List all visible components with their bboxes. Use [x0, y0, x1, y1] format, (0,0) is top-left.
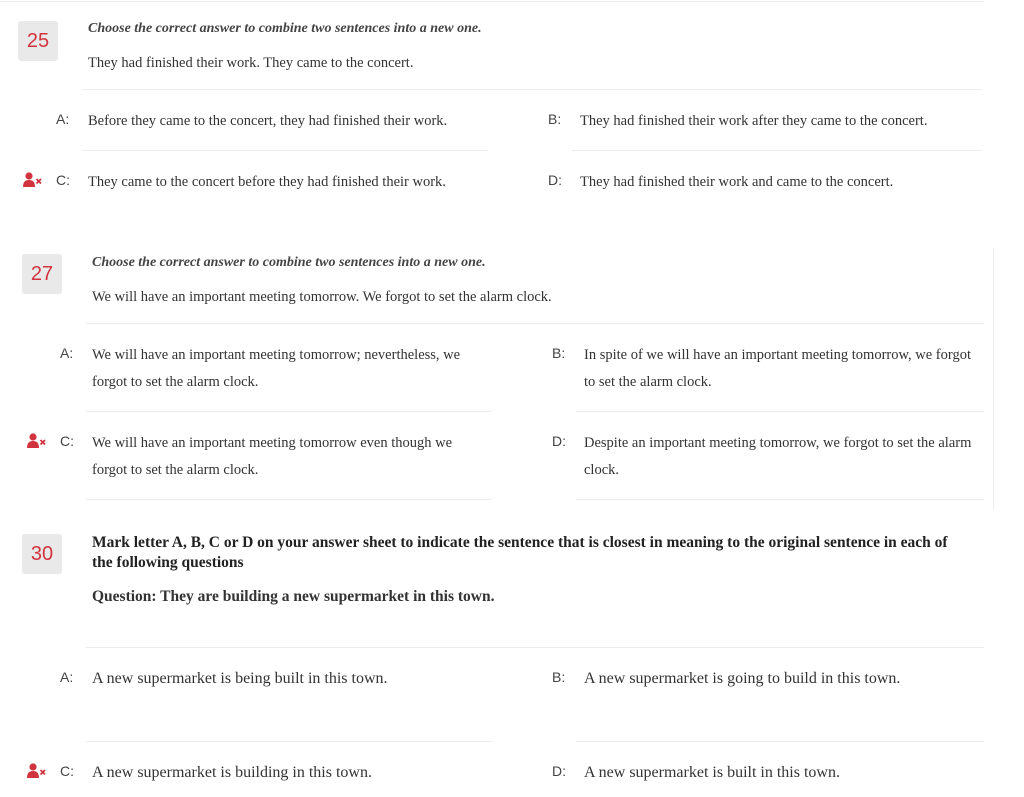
right-border: [993, 248, 994, 510]
divider: [576, 499, 984, 500]
question-stem: Question: They are building a new supermarket in this town.: [92, 588, 495, 605]
option-d[interactable]: A new supermarket is built in this town.: [584, 764, 840, 781]
option-a-letter[interactable]: A:: [60, 669, 74, 685]
option-d-letter[interactable]: D:: [552, 433, 566, 449]
divider: [572, 150, 982, 151]
divider: [86, 323, 984, 324]
option-a-letter[interactable]: A:: [60, 345, 74, 361]
top-divider: [0, 1, 984, 2]
question-stem: They had finished their work. They came to the concert.: [88, 55, 414, 71]
option-d[interactable]: They had finished their work and came to the concert.: [580, 174, 894, 190]
option-c-letter[interactable]: C:: [60, 763, 74, 779]
option-b-letter[interactable]: B:: [548, 111, 562, 127]
divider: [576, 741, 984, 742]
divider: [576, 411, 984, 412]
option-c[interactable]: They came to the concert before they had finished their work.: [88, 174, 446, 190]
divider: [82, 89, 982, 90]
question-stem: We will have an important meeting tomorrow. We forgot to set the alarm clock.: [92, 289, 552, 305]
divider: [86, 741, 492, 742]
option-c-letter[interactable]: C:: [56, 172, 70, 188]
option-d-letter[interactable]: D:: [548, 172, 562, 188]
option-a[interactable]: A new supermarket is being built in this town.: [92, 670, 388, 687]
question-number: 30: [22, 534, 62, 574]
divider: [82, 150, 488, 151]
option-a-letter[interactable]: A:: [56, 111, 70, 127]
question-instruction: Mark letter A, B, C or D on your answer sheet to indicate the sentence that is closest in meaning to the original sentence in each of the following questions: [92, 534, 948, 571]
option-c[interactable]: A new supermarket is building in this town.: [92, 764, 372, 781]
option-d-letter[interactable]: D:: [552, 763, 566, 779]
option-d[interactable]: Despite an important meeting tomorrow, we forgot to set the alarm clock.: [584, 435, 972, 478]
question-number: 27: [22, 254, 62, 294]
user-x-icon: [23, 172, 43, 188]
user-x-icon: [27, 433, 47, 449]
option-b-letter[interactable]: B:: [552, 345, 566, 361]
user-x-icon: [27, 763, 47, 779]
option-a[interactable]: We will have an important meeting tomorrow; nevertheless, we forgot to set the alarm clock.: [92, 347, 461, 390]
question-instruction: Choose the correct answer to combine two sentences into a new one.: [92, 255, 486, 270]
option-c-letter[interactable]: C:: [60, 433, 74, 449]
question-instruction: Choose the correct answer to combine two sentences into a new one.: [88, 21, 482, 36]
divider: [86, 647, 984, 648]
question-number: 25: [18, 21, 58, 61]
option-b[interactable]: They had finished their work after they came to the concert.: [580, 113, 928, 129]
option-c[interactable]: We will have an important meeting tomorrow even though we forgot to set the alarm clock.: [92, 435, 453, 478]
divider: [86, 411, 492, 412]
divider: [86, 499, 492, 500]
option-b[interactable]: In spite of we will have an important meeting tomorrow, we forgot to set the alarm clock.: [584, 347, 971, 390]
option-b-letter[interactable]: B:: [552, 669, 566, 685]
option-b[interactable]: A new supermarket is going to build in this town.: [584, 670, 901, 687]
option-a[interactable]: Before they came to the concert, they had finished their work.: [88, 113, 448, 129]
